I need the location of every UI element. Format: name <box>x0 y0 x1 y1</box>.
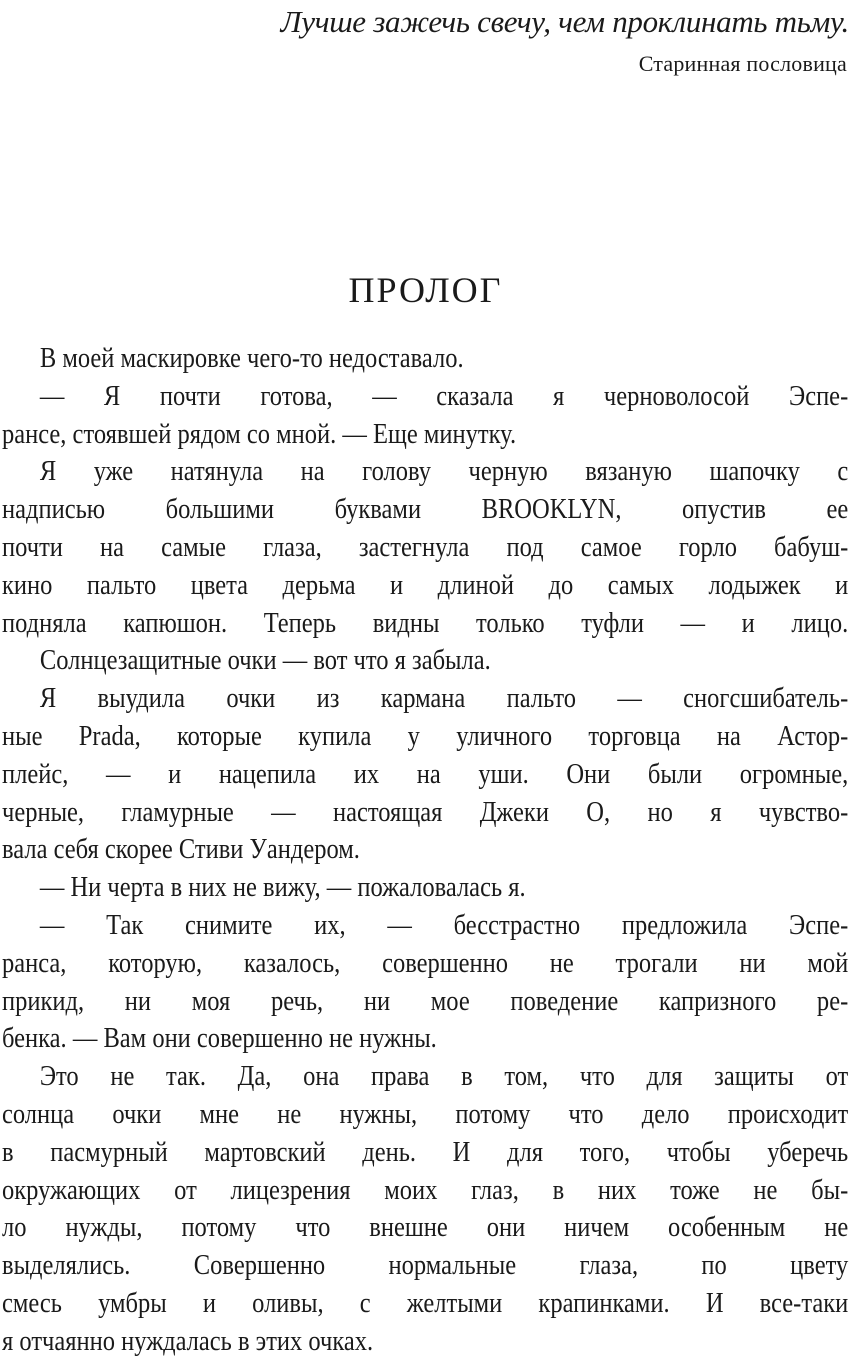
text-line: черные, гламурные — настоящая Джеки О, но я чувство- <box>2 796 849 828</box>
text-line: надписью большими буквами BROOKLYN, опустив ее <box>2 494 849 526</box>
text-line: окружающих от лицезрения моих глаз, в них тоже не бы- <box>2 1174 849 1206</box>
paragraph <box>2 378 848 454</box>
epigraph <box>281 0 849 80</box>
text-line: выделялись. Совершенно нормальные глаза, по цвету <box>2 1250 849 1282</box>
text-line: — Я почти готова, — сказала я черноволосой Эспе- <box>39 380 849 412</box>
paragraph <box>2 453 848 642</box>
text-line: Это не так. Да, она права в том, что для защиты от <box>39 1061 849 1093</box>
text-line: в пасмурный мартовский день. И для того, чтобы уберечь <box>2 1136 849 1168</box>
text-line: вала себя скорее Стиви Уандером. <box>2 834 360 866</box>
chapter-title: ПРОЛОГ <box>348 270 503 310</box>
text-line: Солнцезащитные очки — вот что я забыла. <box>39 645 491 677</box>
text-line: ные Prada, которые купила у уличного торговца на Астор- <box>2 720 849 752</box>
text-line: В моей маскировке чего-то недоставало. <box>39 343 464 374</box>
text-line: — Ни черта в них не вижу, — пожаловалась я. <box>39 872 526 904</box>
paragraph <box>2 869 848 907</box>
text-line: — Так снимите их, — бесстрастно предложила Эспе- <box>39 909 849 941</box>
epigraph-quote: Лучше зажечь свечу, чем проклинать тьму. <box>280 4 849 39</box>
text-line: бенка. — Вам они совершенно не нужны. <box>2 1023 437 1055</box>
paragraph <box>2 1058 848 1360</box>
text-line: Я уже натянула на голову черную вязаную шапочку с <box>39 456 849 488</box>
text-line: ранса, которую, казалось, совершенно не трогали ни мой <box>2 947 849 979</box>
text-line: смесь умбры и оливы, с желтыми крапинками. И все-таки <box>2 1287 849 1319</box>
text-line: подняла капюшон. Теперь видны только туфли — и лицо. <box>2 607 849 639</box>
text-line: рансе, стоявшей рядом со мной. — Еще минутку. <box>2 418 517 450</box>
paragraph <box>2 680 848 869</box>
text-line: ло нужды, потому что внешне они ничем особенным не <box>2 1212 849 1244</box>
text-line: плейс, — и нацепила их на уши. Они были огромные, <box>2 758 849 790</box>
text-line: Я выудила очки из кармана пальто — сногсшибатель- <box>39 683 849 715</box>
paragraph <box>2 642 848 680</box>
body-text <box>2 340 848 1361</box>
text-line: почти на самые глаза, застегнула под самое горло бабуш- <box>2 531 849 563</box>
text-line: кино пальто цвета дерьма и длиной до самых лодыжек и <box>2 569 849 601</box>
text-line: солнца очки мне не нужны, потому что дело происходит <box>2 1098 849 1130</box>
paragraph <box>2 340 848 378</box>
paragraph <box>2 907 848 1058</box>
epigraph-source: Старинная пословица <box>638 51 847 76</box>
text-line: я отчаянно нуждалась в этих очках. <box>2 1325 374 1357</box>
text-line: прикид, ни моя речь, ни мое поведение капризного ре- <box>2 985 849 1017</box>
